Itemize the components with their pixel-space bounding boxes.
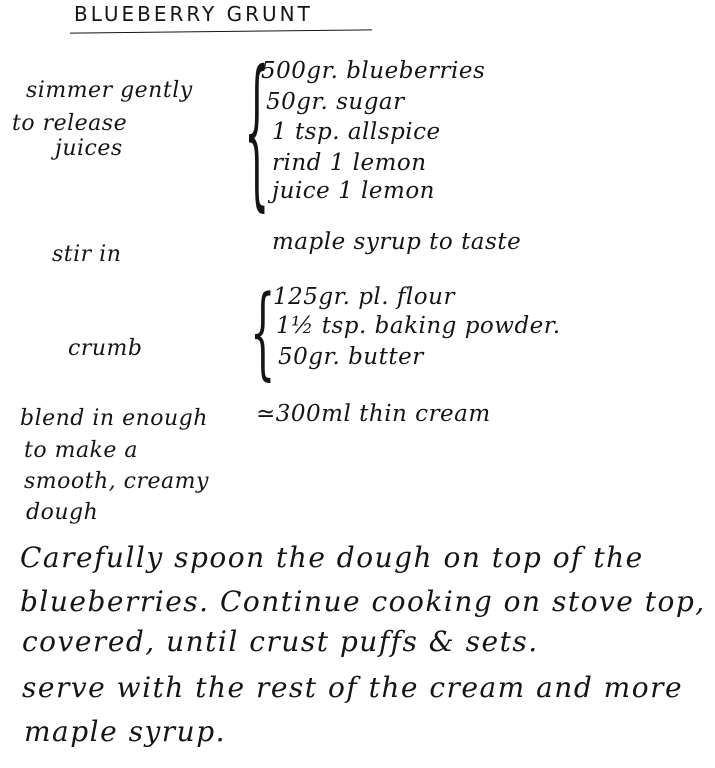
method-line-5: maple syrup. [24,715,227,748]
method-line-3: covered, until crust puffs & sets. [22,625,539,658]
step1-instruction-line-3: juices [55,136,123,161]
step1-ingredient-3: 1 tsp. allspice [272,119,441,145]
recipe-title: BLUEBERRY GRUNT [74,2,313,26]
method-line-4: serve with the rest of the cream and more [22,671,684,704]
step4-ingredient: ≃300ml thin cream [256,401,491,427]
step3-brace: { [250,276,276,392]
step1-ingredient-5: juice 1 lemon [272,178,435,204]
step1-ingredient-1: 500gr. blueberries [261,58,486,84]
title-underline [70,29,372,33]
step2-ingredient: maple syrup to taste [272,229,522,255]
step4-instruction-line-4: dough [26,500,99,525]
step4-instruction-line-1: blend in enough [20,406,208,431]
step1-ingredient-4: rind 1 lemon [272,150,427,176]
step2-instruction: stir in [52,242,122,267]
step1-ingredient-2: 50gr. sugar [266,89,405,115]
step3-ingredient-3: 50gr. butter [278,344,424,370]
method-line-2: blueberries. Continue cooking on stove top, [20,585,706,618]
step3-ingredient-1: 125gr. pl. flour [273,284,455,310]
step3-ingredient-2: 1½ tsp. baking powder. [276,313,561,339]
step4-instruction-line-3: smooth, creamy [24,469,209,494]
step1-brace: { [244,39,270,229]
step1-instruction-line-2: to release [12,111,128,136]
step3-instruction: crumb [68,336,143,361]
step1-instruction-line-1: simmer gently [26,78,193,103]
step4-instruction-line-2: to make a [24,438,139,463]
method-line-1: Carefully spoon the dough on top of the [20,541,644,574]
